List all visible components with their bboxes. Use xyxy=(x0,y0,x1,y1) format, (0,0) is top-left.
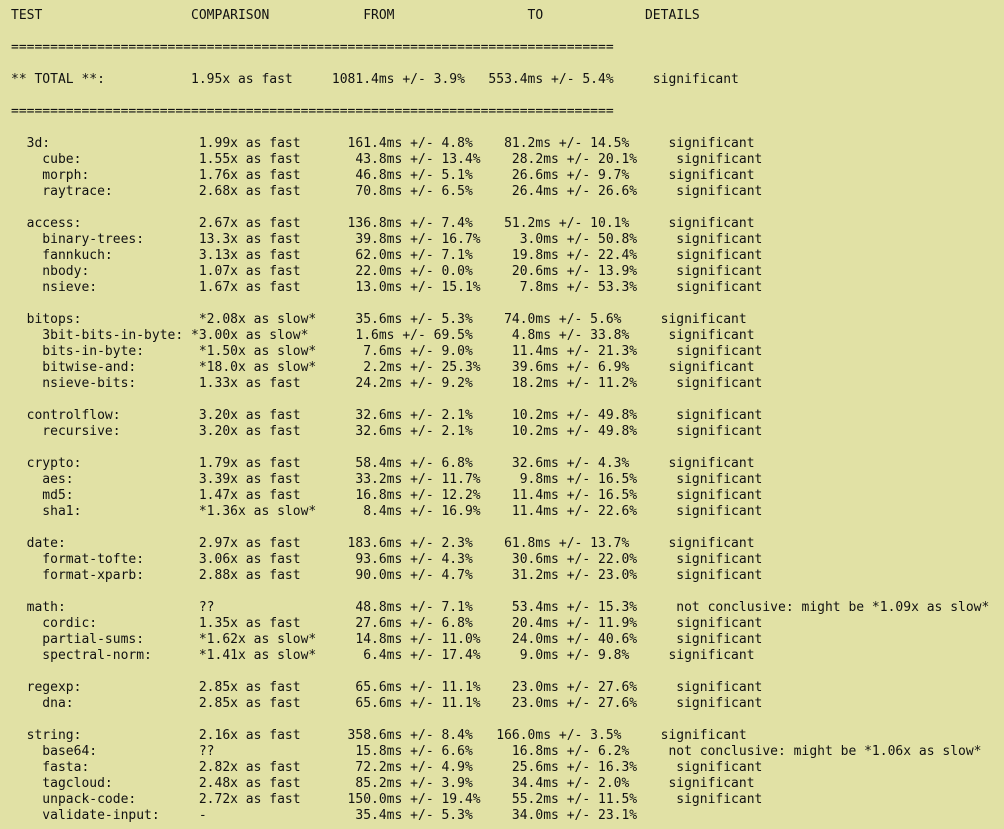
report-test-line: format-xparb: 2.88x as fast 90.0ms +/- 4.7% 31.2ms +/- 23.0% significant xyxy=(11,568,763,583)
report-test-line: aes: 3.39x as fast 33.2ms +/- 11.7% 9.8ms +/- 16.5% significant xyxy=(11,472,763,487)
report-test-line: binary-trees: 13.3x as fast 39.8ms +/- 16.7% 3.0ms +/- 50.8% significant xyxy=(11,232,763,247)
report-test-line: fannkuch: 3.13x as fast 62.0ms +/- 7.1% 19.8ms +/- 22.4% significant xyxy=(11,248,763,263)
report-test-line: md5: 1.47x as fast 16.8ms +/- 12.2% 11.4ms +/- 16.5% significant xyxy=(11,488,763,503)
report-test-line: unpack-code: 2.72x as fast 150.0ms +/- 19.4% 55.2ms +/- 11.5% significant xyxy=(11,792,763,807)
report-test-line: nsieve: 1.67x as fast 13.0ms +/- 15.1% 7.8ms +/- 53.3% significant xyxy=(11,280,763,295)
report-test-line: validate-input: - 35.4ms +/- 5.3% 34.0ms +/- 23.1% xyxy=(11,808,638,823)
report-test-line: raytrace: 2.68x as fast 70.8ms +/- 6.5% 26.4ms +/- 26.6% significant xyxy=(11,184,763,199)
report-test-line: tagcloud: 2.48x as fast 85.2ms +/- 3.9% 34.4ms +/- 2.0% significant xyxy=(11,776,755,791)
report-blank-line xyxy=(11,200,1004,216)
report-test-line: sha1: *1.36x as slow* 8.4ms +/- 16.9% 11.4ms +/- 22.6% significant xyxy=(11,504,763,519)
report-blank-line xyxy=(11,24,1004,40)
report-blank-line xyxy=(11,440,1004,456)
report-group-line: regexp: 2.85x as fast 65.6ms +/- 11.1% 23.0ms +/- 27.6% significant xyxy=(11,680,763,695)
report-group-line: date: 2.97x as fast 183.6ms +/- 2.3% 61.8ms +/- 13.7% significant xyxy=(11,536,755,551)
report-blank-line xyxy=(11,392,1004,408)
report-test-line: partial-sums: *1.62x as slow* 14.8ms +/- 11.0% 24.0ms +/- 40.6% significant xyxy=(11,632,763,647)
report-test-line: recursive: 3.20x as fast 32.6ms +/- 2.1% 10.2ms +/- 49.8% significant xyxy=(11,424,763,439)
report-group-line: controlflow: 3.20x as fast 32.6ms +/- 2.1% 10.2ms +/- 49.8% significant xyxy=(11,408,763,423)
report-header-line: TEST COMPARISON FROM TO DETAILS xyxy=(11,8,700,23)
report-blank-line xyxy=(11,296,1004,312)
report-blank-line xyxy=(11,56,1004,72)
report-blank-line xyxy=(11,664,1004,680)
report-test-line: cube: 1.55x as fast 43.8ms +/- 13.4% 28.2ms +/- 20.1% significant xyxy=(11,152,763,167)
report-group-line: bitops: *2.08x as slow* 35.6ms +/- 5.3% 74.0ms +/- 5.6% significant xyxy=(11,312,747,327)
report-test-line: dna: 2.85x as fast 65.6ms +/- 11.1% 23.0ms +/- 27.6% significant xyxy=(11,696,763,711)
report-test-line: base64: ?? 15.8ms +/- 6.6% 16.8ms +/- 6.2% not conclusive: might be *1.06x as slow* xyxy=(11,744,982,759)
report-test-line: 3bit-bits-in-byte: *3.00x as slow* 1.6ms +/- 69.5% 4.8ms +/- 33.8% significant xyxy=(11,328,755,343)
report-group-line: 3d: 1.99x as fast 161.4ms +/- 4.8% 81.2ms +/- 14.5% significant xyxy=(11,136,755,151)
report-blank-line xyxy=(11,712,1004,728)
report-separator-line: ============================================================================= xyxy=(11,104,614,119)
report-test-line: fasta: 2.82x as fast 72.2ms +/- 4.9% 25.6ms +/- 16.3% significant xyxy=(11,760,763,775)
report-blank-line xyxy=(11,520,1004,536)
report-test-line: morph: 1.76x as fast 46.8ms +/- 5.1% 26.6ms +/- 9.7% significant xyxy=(11,168,755,183)
report-test-line: format-tofte: 3.06x as fast 93.6ms +/- 4.3% 30.6ms +/- 22.0% significant xyxy=(11,552,763,567)
report-group-line: access: 2.67x as fast 136.8ms +/- 7.4% 51.2ms +/- 10.1% significant xyxy=(11,216,755,231)
report-test-line: bitwise-and: *18.0x as slow* 2.2ms +/- 25.3% 39.6ms +/- 6.9% significant xyxy=(11,360,755,375)
report-group-line: crypto: 1.79x as fast 58.4ms +/- 6.8% 32.6ms +/- 4.3% significant xyxy=(11,456,755,471)
report-blank-line xyxy=(11,88,1004,104)
report-group-line: math: ?? 48.8ms +/- 7.1% 53.4ms +/- 15.3% not conclusive: might be *1.09x as slow* xyxy=(11,600,990,615)
report-test-line: bits-in-byte: *1.50x as slow* 7.6ms +/- 9.0% 11.4ms +/- 21.3% significant xyxy=(11,344,763,359)
report-test-line: spectral-norm: *1.41x as slow* 6.4ms +/- 17.4% 9.0ms +/- 9.8% significant xyxy=(11,648,755,663)
report-group-line: string: 2.16x as fast 358.6ms +/- 8.4% 166.0ms +/- 3.5% significant xyxy=(11,728,747,743)
report-test-line: nbody: 1.07x as fast 22.0ms +/- 0.0% 20.6ms +/- 13.9% significant xyxy=(11,264,763,279)
report-total-line: ** TOTAL **: 1.95x as fast 1081.4ms +/- 3.9% 553.4ms +/- 5.4% significant xyxy=(11,72,739,87)
report-test-line: cordic: 1.35x as fast 27.6ms +/- 6.8% 20.4ms +/- 11.9% significant xyxy=(11,616,763,631)
report-blank-line xyxy=(11,120,1004,136)
report-blank-line xyxy=(11,584,1004,600)
report-test-line: nsieve-bits: 1.33x as fast 24.2ms +/- 9.2% 18.2ms +/- 11.2% significant xyxy=(11,376,763,391)
report-separator-line: ============================================================================= xyxy=(11,40,614,55)
